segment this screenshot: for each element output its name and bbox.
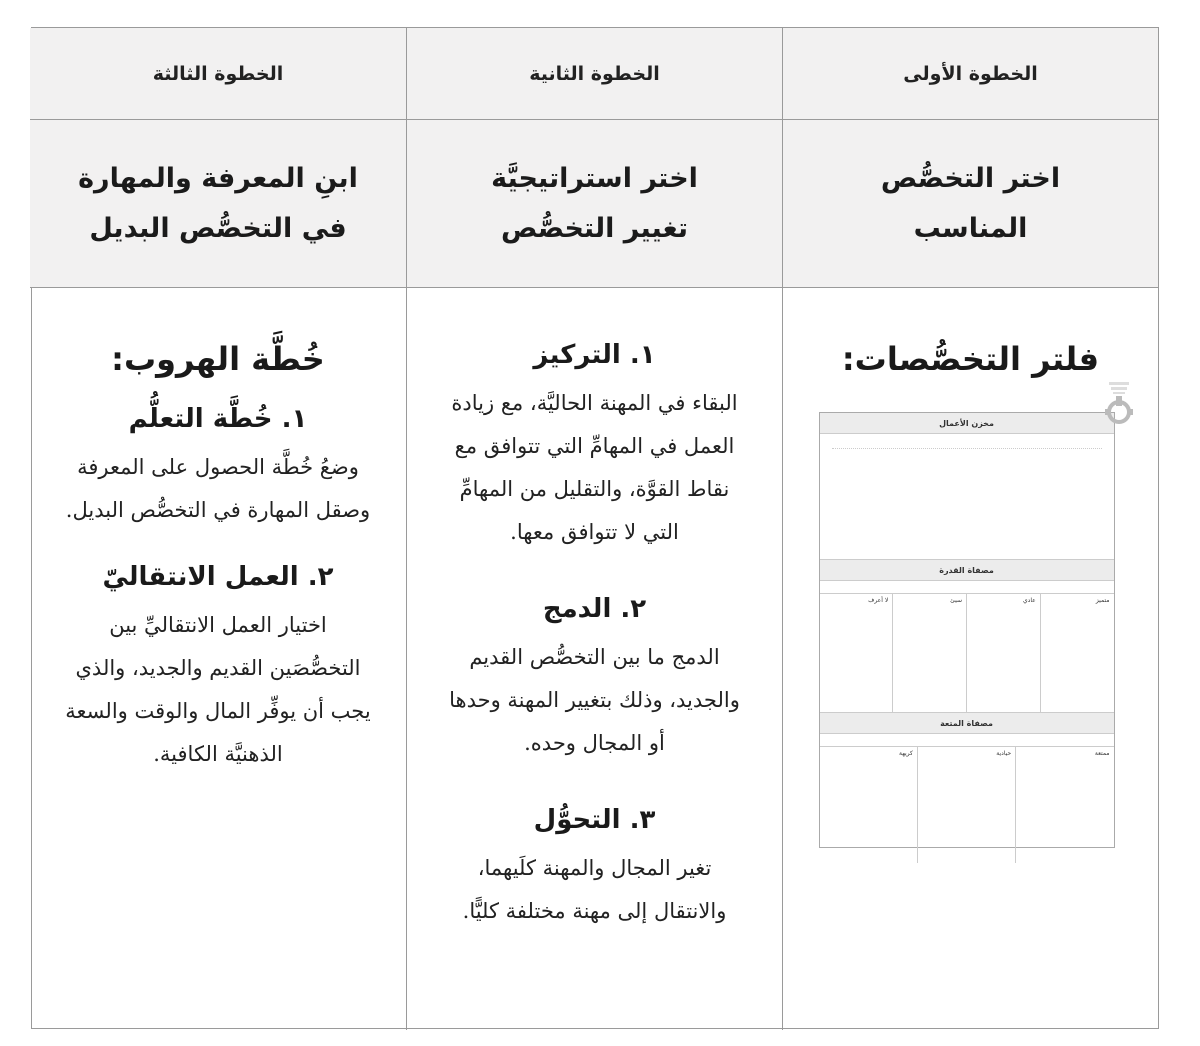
worksheet-blank-area bbox=[820, 449, 1114, 560]
focus-text: البقاء في المهنة الحاليَّة، مع زيادة العمل في المهامِّ التي تتوافق مع نقاط القوَّة، والتقليل من المهامِّ التي لا تتوافق معها. bbox=[451, 391, 738, 544]
worksheet-page bbox=[819, 412, 1115, 848]
step-2-title-line-2: تغيير التخصُّص bbox=[501, 212, 688, 244]
focus-title: ١. التركيز bbox=[533, 340, 656, 370]
ability-filter-bar: مصفاة القدرة bbox=[820, 560, 1114, 581]
step-2-title-cell bbox=[406, 120, 782, 288]
fun-columns bbox=[820, 747, 1114, 863]
step-1-label: الخطوة الأولى bbox=[903, 62, 1038, 85]
merge-title: ٢. الدمج bbox=[542, 594, 647, 624]
step-1-title-cell bbox=[782, 120, 1158, 288]
fun-filter-bar: مصفاة المتعة bbox=[820, 713, 1114, 734]
transitional-work-title: ٢. العمل الانتقاليّ bbox=[102, 562, 334, 592]
step-3-title-line-1: ابنِ المعرفة والمهارة bbox=[78, 162, 358, 194]
trio-hateful: كريهة bbox=[899, 750, 913, 757]
quad-normal: عادي bbox=[966, 594, 1040, 712]
quad-unknown: لا أعرف bbox=[868, 597, 889, 604]
specialization-filter-title: فلتر التخصُّصات: bbox=[841, 340, 1100, 378]
worksheet-thumbnail bbox=[821, 412, 1121, 848]
target-logo-icon bbox=[1099, 380, 1139, 426]
step-2-title-line-1: اختر استراتيجيَّة bbox=[491, 162, 698, 194]
step-1-title bbox=[881, 154, 1060, 254]
step-3-title-cell bbox=[30, 120, 406, 288]
transition-title: ٣. التحوُّل bbox=[533, 805, 656, 835]
step-2-body bbox=[406, 288, 782, 1030]
step-1-title-line-1: اختر التخصُّص bbox=[880, 162, 1061, 194]
step-3-title-line-2: في التخصُّص البديل bbox=[89, 212, 347, 244]
step-3-label: الخطوة الثالثة bbox=[152, 62, 284, 85]
step-2-label: الخطوة الثانية bbox=[529, 62, 660, 85]
fun-filter-sub bbox=[820, 734, 1114, 747]
ability-quadrants bbox=[820, 594, 1114, 713]
learning-plan-title: ١. خُطَّة التعلُّم bbox=[128, 404, 308, 434]
learning-plan-text: وضعُ خُطَّة الحصول على المعرفة وصقل المهارة في التخصُّص البديل. bbox=[65, 455, 371, 522]
step-3-title bbox=[78, 154, 358, 254]
step-1-label-cell bbox=[782, 28, 1158, 120]
step-1-title-line-2: المناسب bbox=[913, 212, 1028, 244]
quad-bad: سيئ bbox=[892, 594, 966, 712]
step-2-label-cell bbox=[406, 28, 782, 120]
step-1-body bbox=[782, 288, 1158, 1030]
steps-table bbox=[31, 27, 1159, 1029]
transition-text: تغير المجال والمهنة كلَيهما، والانتقال إلى مهنة مختلفة كليًّا. bbox=[462, 856, 727, 923]
merge-text: الدمج ما بين التخصُّص القديم والجديد، وذلك بتغيير المهنة وحدها أو المجال وحده. bbox=[449, 645, 740, 755]
escape-plan-title: خُطَّة الهروب: bbox=[111, 340, 325, 378]
work-store-bar: مخزن الأعمال bbox=[820, 413, 1114, 434]
transitional-work-text: اختيار العمل الانتقاليِّ بين التخصُّصَين القديم والجديد، والذي يجب أن يوفِّر المال والوقت والسعة الذهنيَّة الكافية. bbox=[65, 613, 371, 766]
ability-filter-sub bbox=[820, 581, 1114, 594]
worksheet-line bbox=[832, 440, 1102, 449]
step-2-title bbox=[491, 154, 698, 254]
step-3-label-cell bbox=[30, 28, 406, 120]
step-3-body bbox=[30, 288, 406, 1030]
quad-excellent: متميز bbox=[1040, 594, 1114, 712]
trio-fun: ممتعة bbox=[1015, 747, 1113, 863]
trio-neutral: حيادية bbox=[917, 747, 1015, 863]
